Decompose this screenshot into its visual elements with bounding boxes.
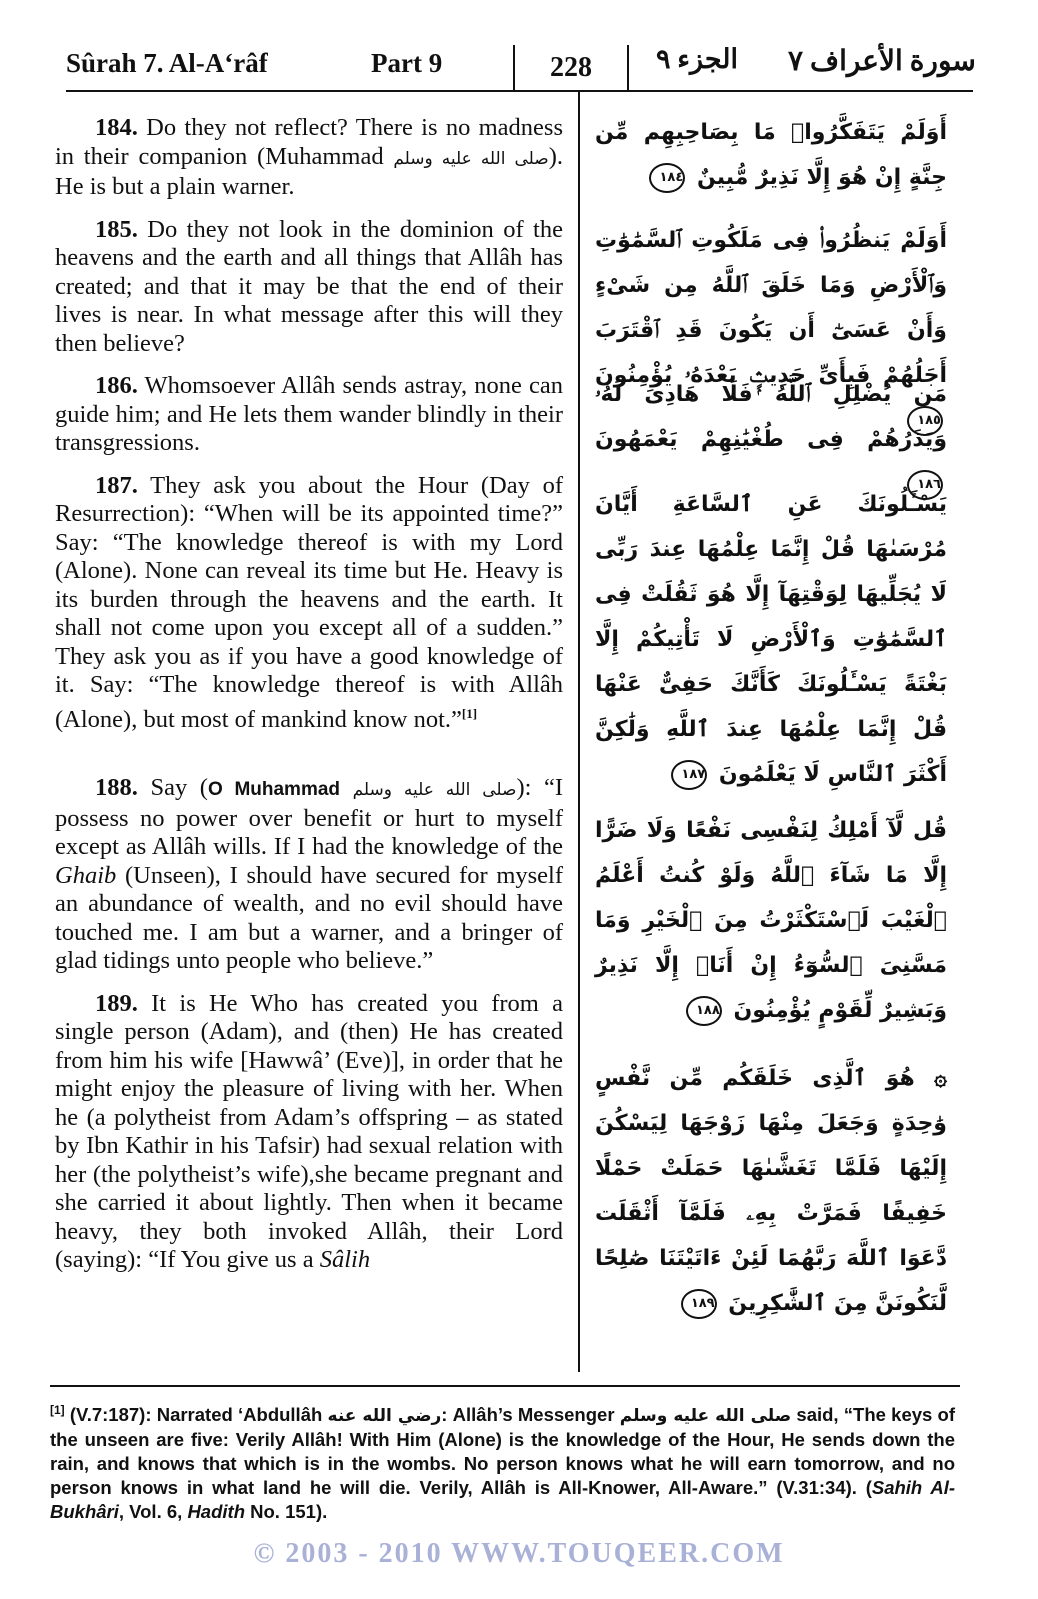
part-label: Part 9 [371, 48, 443, 78]
arabic-verse-185: أَوَلَمْ يَنظُرُوا۟ فِى مَلَكُوتِ ٱلسَّمَٰوَٰتِ وَٱلْأَرْضِ وَمَا خَلَقَ ٱللَّهُ مِن شَىْءٍ وَأَنْ عَسَىٰٓ أَن يَكُونَ قَدِ ٱقْتَرَبَ أَجَلُهُمْ فَبِأَىِّ حَدِيثٍۭ بَعْدَهُۥ يُؤْمِنُونَ ١٨٥ [595, 218, 947, 443]
english-translation-column [55, 114, 563, 1289]
copyright-watermark: © 2003 - 2010 WWW.TOUQEER.COM [253, 1538, 785, 1569]
surah-title: Sûrah 7. Al-A‘râf [66, 48, 268, 78]
verse-187: 187. They ask you about the Hour (Day of Resurrection): “When will be its appointed time?” Say: “The knowledge thereof is with my Lord (Alone). None can reveal its time but He. Heavy is its burden through the heavens and the earth. It shall not come upon you except all of a sudden.” They ask you as if you have a good knowledge of it. Say: “The knowledge thereof is with Allâh (Alone), but most of mankind know not.”[1] [55, 471, 563, 733]
verse-185: 185. Do they not look in the dominion of the heavens and the earth and all things that Allâh has created; and that it may be that the end of their lives is near. In what message after this will they then believe? [55, 215, 563, 357]
ayah-number-icon: ١٨٩ [681, 1289, 717, 1319]
verse-184: 184. Do they not reflect? There is no madness in their companion (Muhammad صلى الله عليه وسلم). He is but a plain warner. [55, 114, 564, 200]
page-number: 228 [513, 45, 629, 91]
arabic-verse-188: قُل لَّآ أَمْلِكُ لِنَفْسِى نَفْعًا وَلَا ضَرًّا إِلَّا مَا شَآءَ ٱللَّهُ وَلَوْ كُنتُ أَعْلَمُ ٱلْغَيْبَ لَٱسْتَكْثَرْتُ مِنَ ٱلْخَيْرِ وَمَا مَسَّنِىَ ٱلسُّوٓءُ إِنْ أَنَا۠ إِلَّا نَذِيرٌ وَبَشِيرٌ لِّقَوْمٍ يُؤْمِنُونَ ١٨٨ [595, 808, 947, 1033]
footnote: [1] (V.7:187): Narrated ‘Abdullâh رضي الله عنه: Allâh’s Messenger صلى الله عليه وسلم said, “The keys of the unseen are five: Verily Allâh! With Him (Alone) is the knowledge of the Hour, He sends down the rain, and knows that which is in the wombs. No person knows what he will earn tomorrow, and no person knows in what land he will die. Verily, Allâh is All-Knower, All-Aware.” (V.31:34). (Sahih Al-Bukhâri, Vol. 6, Hadith No. 151). [50, 1403, 955, 1523]
salutation: صلى الله عليه وسلم [393, 148, 549, 169]
ayah-number-icon: ١٨٦ [907, 470, 943, 500]
ayah-number-icon: ١٨٤ [649, 163, 685, 193]
arabic-verse-189: ۞ هُوَ ٱلَّذِى خَلَقَكُم مِّن نَّفْسٍ وَٰحِدَةٍ وَجَعَلَ مِنْهَا زَوْجَهَا لِيَسْكُنَ إِلَيْهَا فَلَمَّا تَغَشَّىٰهَا حَمَلَتْ حَمْلًا خَفِيفًا فَمَرَّتْ بِهِۦ فَلَمَّآ أَثْقَلَت دَّعَوَا ٱللَّهَ رَبَّهُمَا لَئِنْ ءَاتَيْتَنَا صَٰلِحًا لَّنَكُونَنَّ مِنَ ٱلشَّٰكِرِينَ ١٨٩ [595, 1056, 947, 1326]
arabic-verse-186: مَن يُضْلِلِ ٱللَّهُ فَلَا هَادِىَ لَهُۥ وَيَذَرُهُمْ فِى طُغْيَٰنِهِمْ يَعْمَهُونَ ١٨٦ [595, 372, 947, 507]
ayah-number-icon: ١٨٧ [671, 760, 707, 790]
arabic-surah-title: سورة الأعراف ٧ [788, 46, 976, 77]
verse-186: 186. Whomsoever Allâh sends astray, none can guide him; and He lets them wander blindly in their transgressions. [55, 372, 563, 456]
column-divider [578, 90, 580, 1372]
header-rule [66, 90, 973, 92]
verse-188: 188. Say (O Muhammad صلى الله عليه وسلم): “I possess no power over benefit or hurt to myself except as Allâh wills. If I had the knowledge of the Ghaib (Unseen), I should have secured for myself an abundance of wealth, and no evil should have touched me. I am but a warner, and a bringer of glad tidings unto people who believe.” [55, 774, 564, 975]
footnote-rule [50, 1385, 960, 1387]
arabic-part-label: الجزء ٩ [656, 44, 739, 74]
ayah-number-icon: ١٨٨ [686, 996, 722, 1026]
ayah-number-icon: ١٨٥ [907, 406, 943, 436]
arabic-verse-184: أَوَلَمْ يَتَفَكَّرُوا۟ مَا بِصَاحِبِهِم مِّن جِنَّةٍ إِنْ هُوَ إِلَّا نَذِيرٌ مُّبِينٌ ١٨٤ [595, 110, 947, 200]
verse-189: 189. It is He Who has created you from a single person (Adam), and (then) He has created from him his wife [Hawwâ’ (Eve)], in order that he might enjoy the pleasure of living with her. When he (a polytheist from Adam’s offspring – as stated by Ibn Kathir in his Tafsir) had sexual relation with her (the polytheist’s wife),she became pregnant and she carried it about lightly. Then when it became heavy, they both invoked Allâh, their Lord (saying): “If You give us a Sâlih [55, 989, 563, 1274]
salutation: صلى الله عليه وسلم [352, 780, 517, 801]
page-header [0, 0, 1038, 100]
arabic-verse-187: يَسْـَٔلُونَكَ عَنِ ٱلسَّاعَةِ أَيَّانَ مُرْسَىٰهَا قُلْ إِنَّمَا عِلْمُهَا عِندَ رَبِّى لَا يُجَلِّيهَا لِوَقْتِهَآ إِلَّا هُوَ ثَقُلَتْ فِى ٱلسَّمَٰوَٰتِ وَٱلْأَرْضِ لَا تَأْتِيكُمْ إِلَّا بَغْتَةً يَسْـَٔلُونَكَ كَأَنَّكَ حَفِىٌّ عَنْهَا قُلْ إِنَّمَا عِلْمُهَا عِندَ ٱللَّهِ وَلَٰكِنَّ أَكْثَرَ ٱلنَّاسِ لَا يَعْلَمُونَ ١٨٧ [595, 482, 947, 797]
footnote-ref[interactable]: [1] [461, 705, 478, 721]
